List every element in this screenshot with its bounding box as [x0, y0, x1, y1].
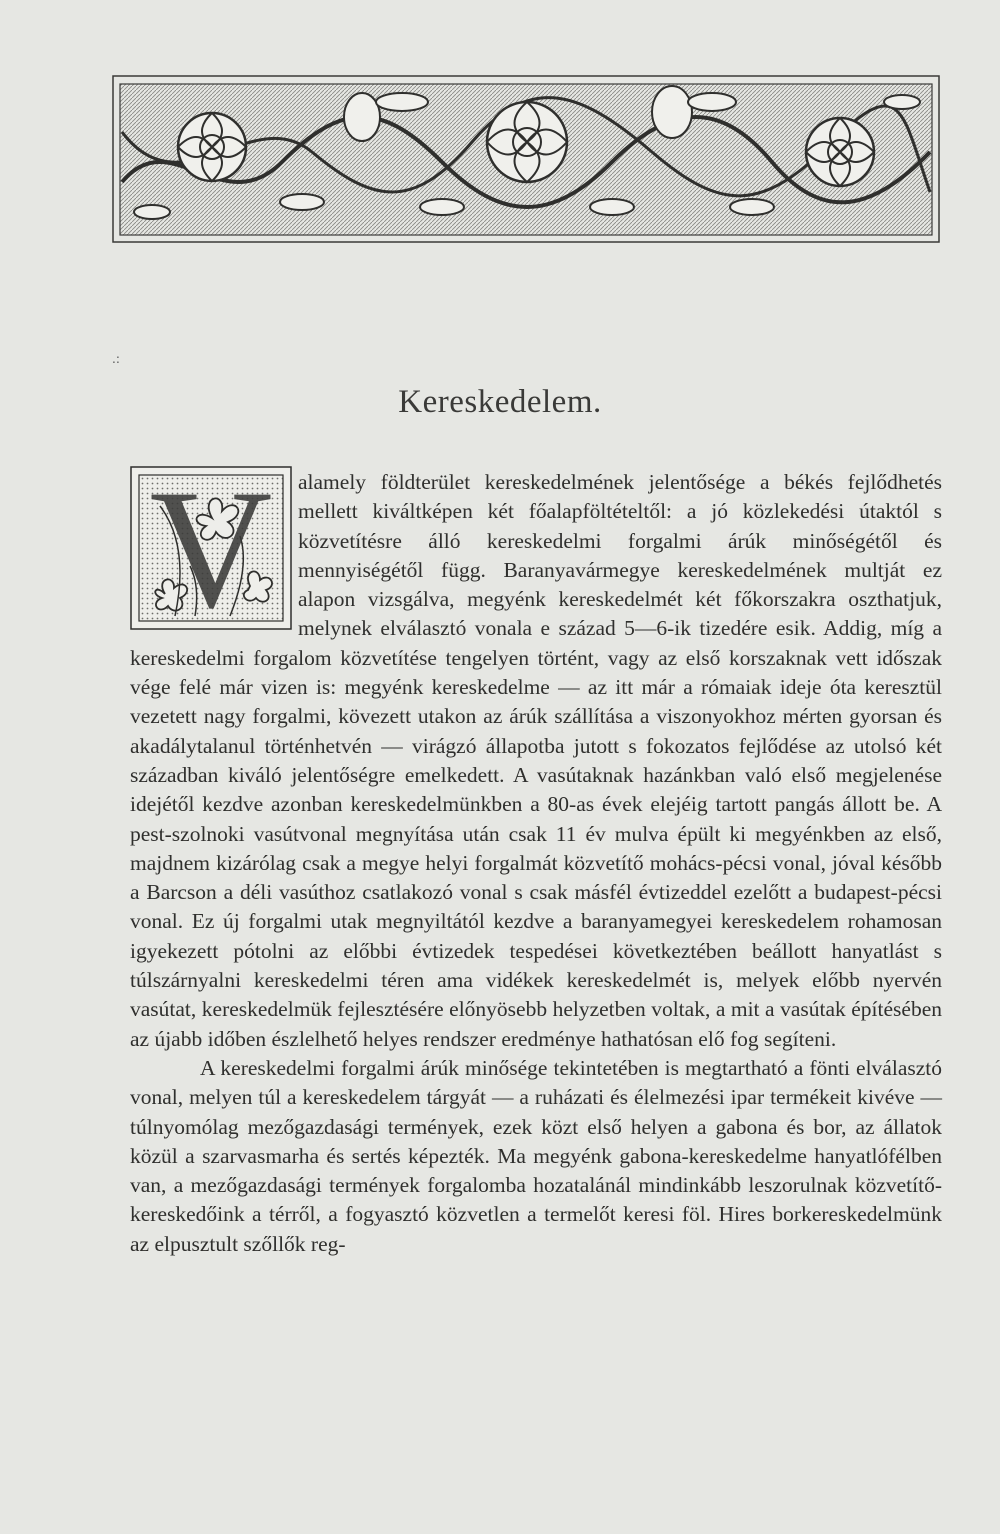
paragraph-1-text: alamely földterület kereskedelmének jelentősége a békés fejlődhetés mellett kiváltképen két főalapföltételtől: a jó közlekedési útaktól s közvetítésre álló kereskedelmi forgalmi árúk minőségétől és mennyiségétől függ. Baranyavármegye kereskedelmének multját ez alapon vizsgálva, megyénk kereskedelmét két főkorszakra oszthatjuk, melynek elválasztó vonala e század 5—6-ik tizedére esik. Addig, míg a kereskedelmi forgalom közvetítése tengelyen történt, vagy az első korszaknak vett időszak vége felé már vizen is: megyénk kereskedelme — az itt már a rómaiak ideje óta keresztül vezetett nagy forgalmi, kövezett utakon az árúk szállítása a viszonyokhoz mérten gyorsan és akadálytalanul történhetvén — virágzó állapotba jutott s fokozatos fejlődése az utolsó két században kiváló jelentőségre emelkedett. A vasútaknak hazánkban való első megjelenése idejétől kezdve azonban kereskedelmünkben a 80-as évek elejéig tartott pangás állott be. A pest-szolnoki vasútvonal megnyítása után csak 11 év mulva épült ki megyénkben az első, majdnem kizárólag csak a megye helyi forgalmát közvetítő mohács-pécsi vonal, jóval később a Barcson a déli vasúthoz csatlakozó vonal s csak másfél évtizeddel ezelőtt a budapest-pécsi vonal. Ez új forgalmi utak megnyiltától kezdve a baranyamegyei kereskedelem rohamosan igyekezett pótolni az előbbi évtizedek tespedései következtében beállott hanyatlást s túlszárnyalni kereskedelmi téren ama vidékek kereskedelmét is, melyek előbb nyervén vasútat, kereskedelmük fejlesztésére előnyösebb helyzetben voltak, a mit a vasútak építésében az újabb időben észlelhető helyes rendszer eredménye hathatósan elő fog segíteni.	[130, 470, 942, 1051]
chapter-title: Kereskedelem.	[398, 384, 602, 420]
dropcap-spacer	[130, 470, 298, 638]
body-text	[130, 468, 942, 1259]
paragraph-1	[130, 468, 942, 1054]
paragraph-2: A kereskedelmi forgalmi árúk minősége tekintetében is megtartható a fönti elválasztó vonal, melyen túl a kereskedelem tárgyát — a ruházati és élelmezési ipar termékeit kivéve — túlnyomólag mezőgazdasági termények, ezek közt első helyen a gabona és bor, az állatok közül a szarvasmarha és sertés képezték. Ma megyénk gabona-kereskedelme hanyatlófélben van, a mezőgazdasági termények forgalomba hozatalánál mindinkább leszorulnak közvetítő-kereskedőink a térről, a fogyasztó közvetlen a termelőt keresi föl. Hires borkereskedelmünk az elpusztult szőllők reg-	[130, 1055, 942, 1256]
floral-banner-icon	[112, 62, 942, 244]
svg-text:V: V	[149, 466, 273, 630]
stray-ink-mark: .:	[112, 352, 120, 366]
